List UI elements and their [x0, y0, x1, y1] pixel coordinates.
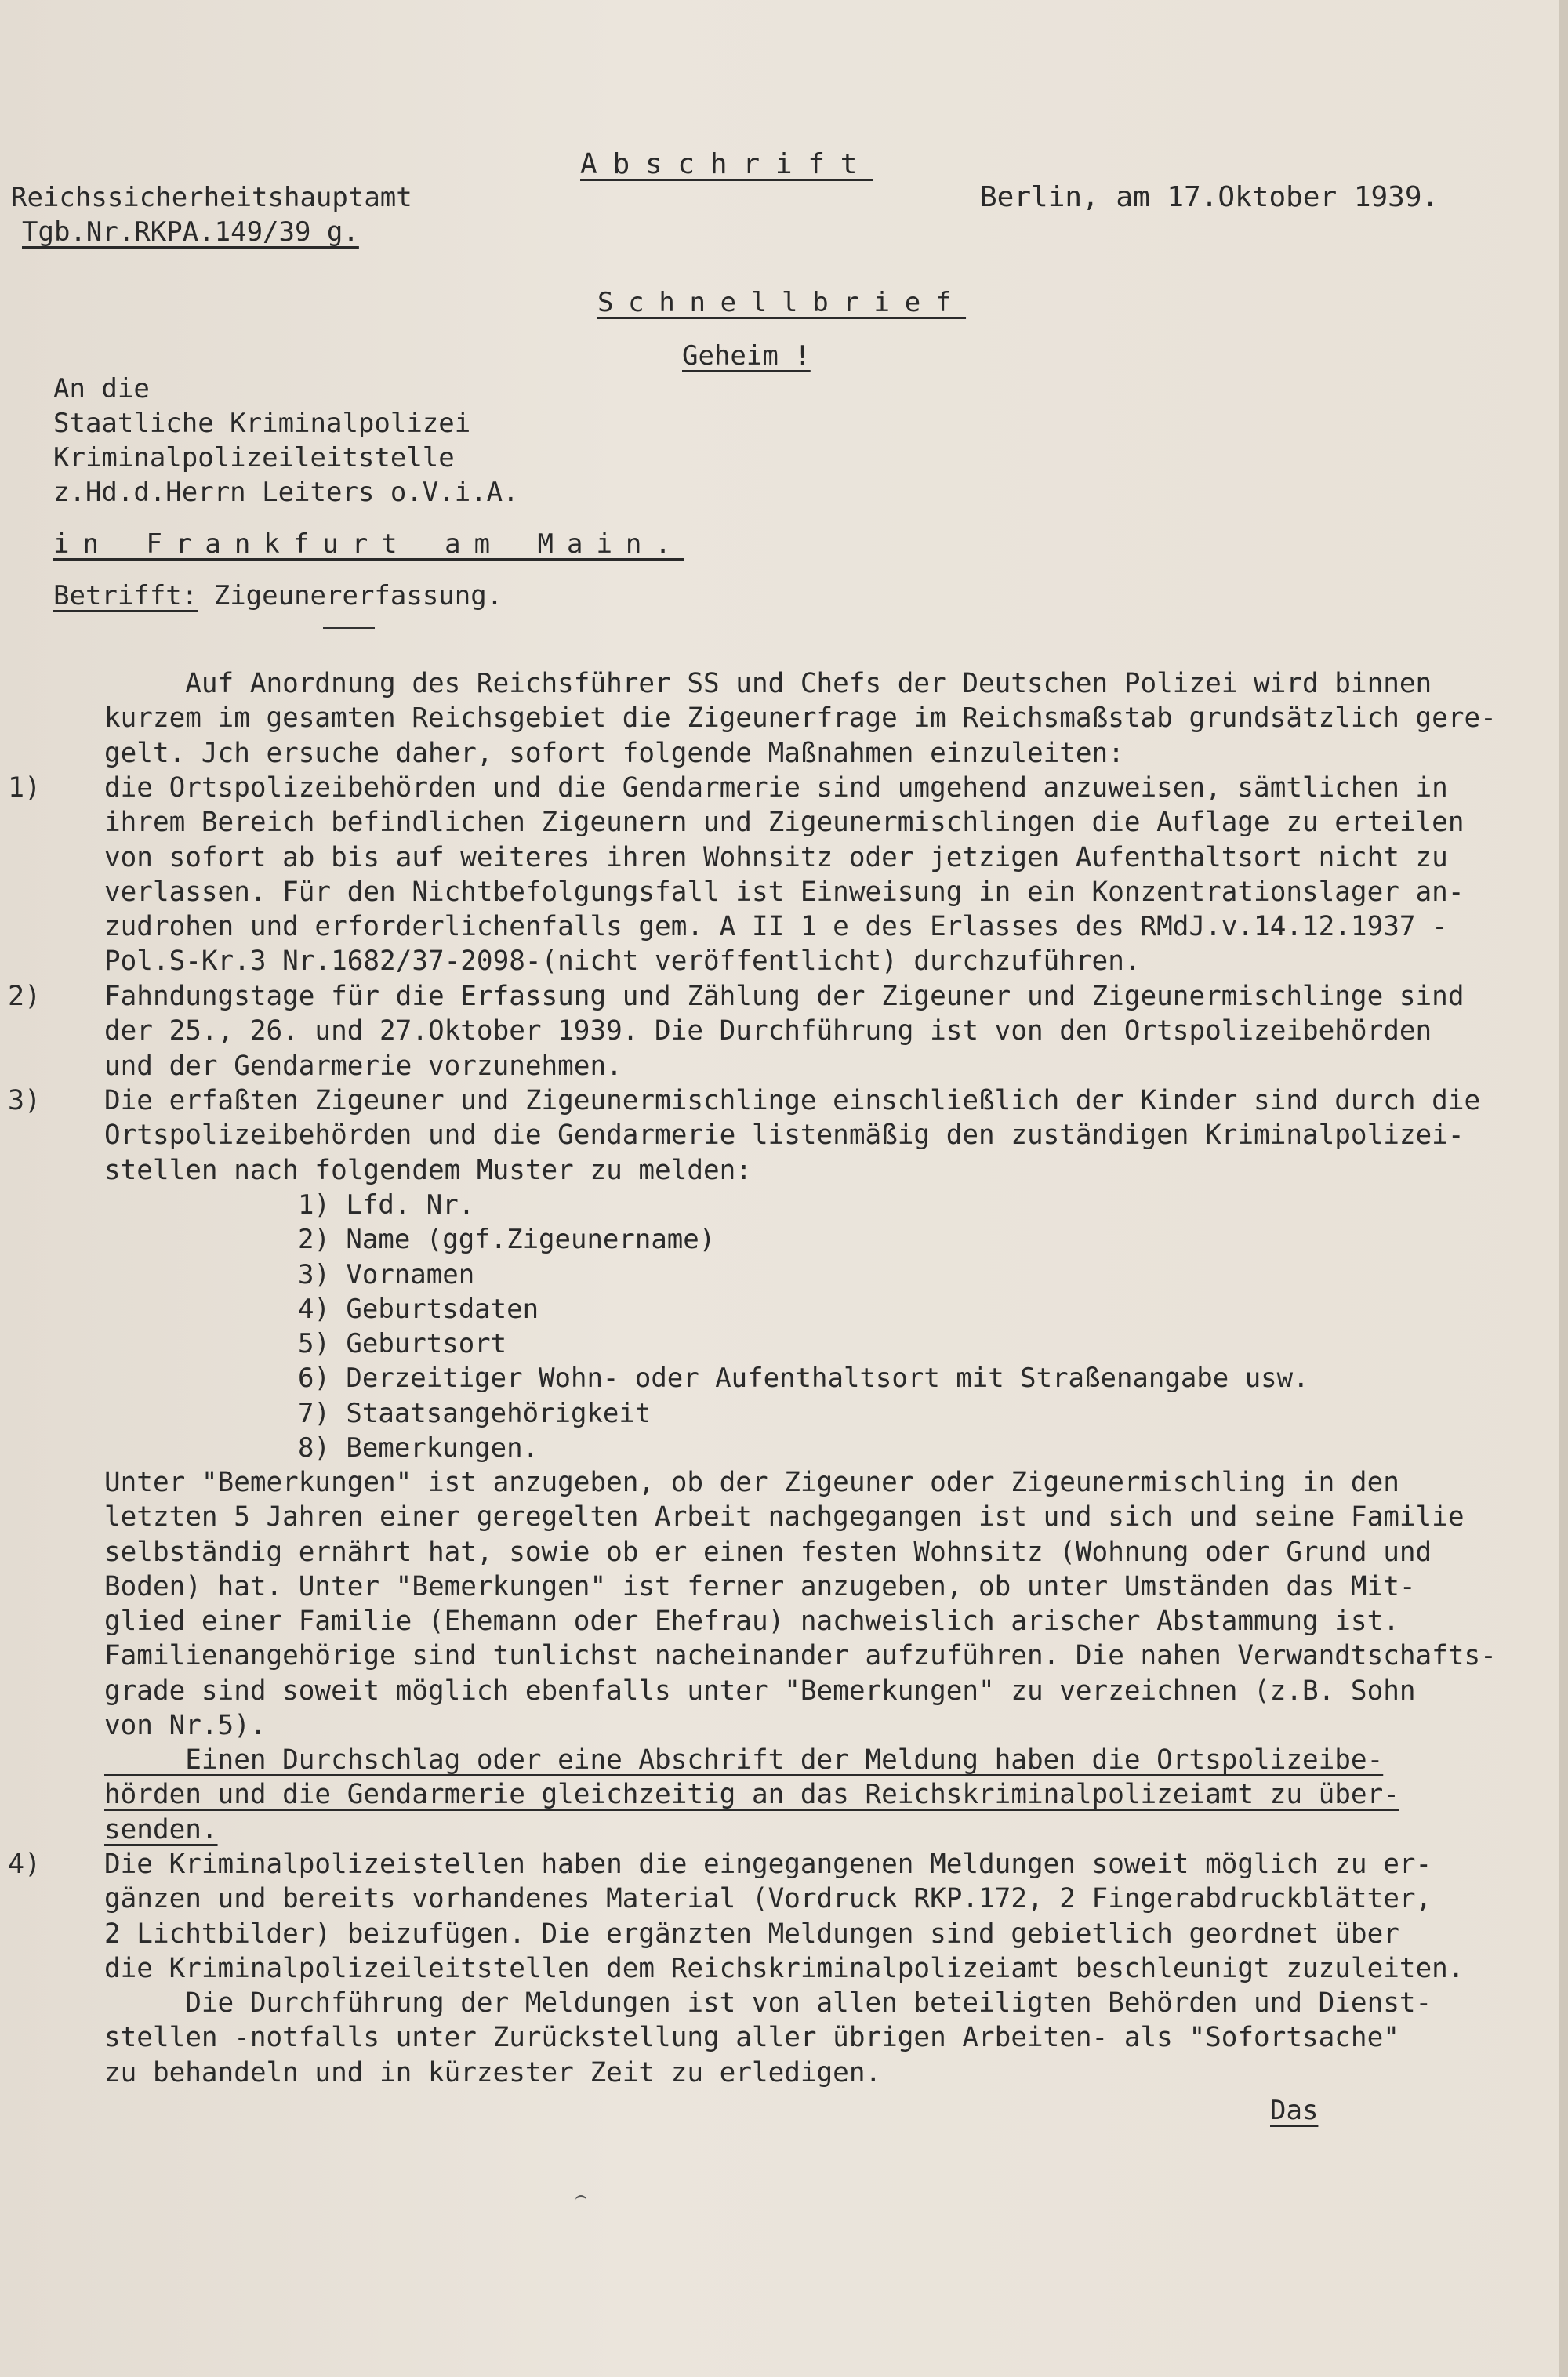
item-1-text: [104, 771, 1464, 979]
field-item: 8) Bemerkungen.: [298, 1432, 539, 1464]
field-item: 4) Geburtsdaten: [298, 1293, 539, 1325]
field-item: 1) Lfd. Nr.: [298, 1189, 475, 1221]
item-2-line: Fahndungstage für die Erfassung und Zählung der Zigeuner und Zigeunermischlinge sind: [104, 981, 1465, 1012]
classification: Geheim !: [682, 340, 811, 372]
item-3-line: Ortspolizeibehörden und die Gendarmerie listenmäßig den zuständigen Kriminalpolizei-: [104, 1120, 1465, 1152]
recipient-line-2: Staatliche Kriminalpolizei: [53, 408, 471, 439]
copy-note-text: Einen Durchschlag oder eine Abschrift der Meldung haben die Ortspolizeibe-: [104, 1744, 1384, 1776]
item-4-line: stellen -notfalls unter Zurückstellung aller übrigen Arbeiten- als "Sofortsache": [104, 2022, 1399, 2054]
item-1-line: ihrem Bereich befindlichen Zigeunern und Zigeunermischlingen die Auflage zu erteilen: [104, 807, 1465, 839]
remarks-line: letzten 5 Jahren einer geregelten Arbeit nachgegangen ist und sich und seine Familie: [104, 1501, 1465, 1533]
item-2-text: [104, 979, 1464, 1083]
field-item: 2) Name (ggf.Zigeunername): [298, 1224, 716, 1256]
item-4-line: Die Kriminalpolizeistellen haben die eingegangenen Meldungen soweit möglich zu er-: [104, 1849, 1432, 1880]
place-date: Berlin, am 17.Oktober 1939.: [980, 181, 1439, 213]
copy-note-line: [104, 1777, 1399, 1812]
recipient-line-4: z.Hd.d.Herrn Leiters o.V.i.A.: [53, 477, 519, 508]
field-item: 7) Staatsangehörigkeit: [298, 1397, 652, 1429]
item-2-line: und der Gendarmerie vorzunehmen.: [104, 1050, 622, 1082]
item-3-line: Die erfaßten Zigeuner und Zigeunermischlinge einschließlich der Kinder sind durch die: [104, 1085, 1481, 1116]
intro-line: kurzem im gesamten Reichsgebiet die Zigeunerfrage im Reichsmaßstab grundsätzlich gere-: [104, 702, 1497, 735]
item-4-text: [104, 1847, 1464, 2090]
field-item: 5) Geburtsort: [298, 1328, 507, 1360]
remarks-paragraph: [104, 1465, 1497, 1743]
remarks-line: Unter "Bemerkungen" ist anzugeben, ob der Zigeuner oder Zigeunermischling in den: [104, 1467, 1399, 1498]
copy-note: [104, 1743, 1399, 1847]
subject-label: Betrifft:: [53, 580, 198, 611]
intro-line: gelt. Jch ersuche daher, sofort folgende Maßnahmen einzuleiten:: [104, 737, 1124, 769]
item-4-line: die Kriminalpolizeileitstellen dem Reichskriminalpolizeiamt beschleunigt zuzuleiten.: [104, 1952, 1465, 1984]
item-4-number: 4): [8, 1849, 42, 1880]
remarks-line: grade sind soweit möglich ebenfalls unter "Bemerkungen" zu verzeichnen (z.B. Sohn: [104, 1675, 1416, 1707]
item-1-line: Pol.S-Kr.3 Nr.1682/37-2098-(nicht veröffentlicht) durchzuführen.: [104, 945, 1141, 978]
intro-line: Auf Anordnung des Reichsführer SS und Chefs der Deutschen Polizei wird binnen: [104, 668, 1432, 699]
catchword: Das: [1270, 2095, 1319, 2126]
remarks-line: selbständig ernährt hat, sowie ob er einen festen Wohnsitz (Wohnung oder Grund und: [104, 1536, 1432, 1568]
paper-edge: [1559, 0, 1568, 2377]
remarks-line: von Nr.5).: [104, 1710, 267, 1742]
field-item: 6) Derzeitiger Wohn- oder Aufenthaltsort mit Straßenangabe usw.: [298, 1363, 1309, 1395]
item-4-line: Die Durchführung der Meldungen ist von allen beteiligten Behörden und Dienst-: [104, 1987, 1432, 2020]
item-1-line: verlassen. Für den Nichtbefolgungsfall ist Einweisung in ein Konzentrationslager an-: [104, 876, 1465, 908]
copy-note-text: hörden und die Gendarmerie gleichzeitig an das Reichskriminalpolizeiamt zu über-: [104, 1779, 1399, 1811]
document-title: Abschrift: [580, 148, 873, 180]
recipient-line-1: An die: [53, 373, 150, 405]
page-mark: [575, 2195, 586, 2205]
item-3-text: [104, 1083, 1480, 1188]
item-1-line: die Ortspolizeibehörden und die Gendarmerie sind umgehend anzuweisen, sämtlichen in: [104, 772, 1448, 804]
issuing-office: Reichssicherheitshauptamt: [11, 182, 412, 213]
item-4-line: gänzen und bereits vorhandenes Material (Vordruck RKP.172, 2 Fingerabdruckblätter,: [104, 1883, 1432, 1915]
item-2-line: der 25., 26. und 27.Oktober 1939. Die Durchführung ist von den Ortspolizeibehörden: [104, 1015, 1432, 1047]
item-2-number: 2): [8, 981, 42, 1012]
field-list: [298, 1188, 1309, 1465]
recipient-line-3: Kriminalpolizeileitstelle: [53, 442, 455, 474]
item-4-line: 2 Lichtbilder) beizufügen. Die ergänzten Meldungen sind gebietlich geordnet über: [104, 1918, 1399, 1950]
subject-line: [53, 579, 503, 613]
remarks-line: Familienangehörige sind tunlichst nacheinander aufzuführen. Die nahen Verwandtschafts-: [104, 1640, 1497, 1672]
item-3-line: stellen nach folgendem Muster zu melden:: [104, 1154, 752, 1186]
intro-paragraph: [104, 666, 1497, 771]
recipient-city-text: in Frankfurt am Main.: [53, 528, 684, 560]
copy-note-line: [104, 1743, 1399, 1777]
item-1-number: 1): [8, 772, 42, 804]
reference-number: Tgb.Nr.RKPA.149/39 g.: [22, 216, 359, 248]
remarks-line: Boden) hat. Unter "Bemerkungen" ist ferner anzugeben, ob unter Umständen das Mit-: [104, 1570, 1416, 1602]
remarks-line: glied einer Familie (Ehemann oder Ehefrau) nachweislich arischer Abstammung ist.: [104, 1606, 1399, 1638]
item-1-line: zudrohen und erforderlichenfalls gem. A II 1 e des Erlasses des RMdJ.v.14.12.1937 -: [104, 911, 1448, 943]
copy-note-line: [104, 1813, 1399, 1847]
item-4-line: zu behandeln und in kürzester Zeit zu erledigen.: [104, 2056, 882, 2088]
copy-note-text: senden.: [104, 1813, 218, 1845]
item-3-number: 3): [8, 1085, 42, 1116]
recipient-city: [53, 527, 684, 561]
item-1-line: von sofort ab bis auf weiteres ihren Wohnsitz oder jetzigen Aufenthaltsort nicht zu: [104, 841, 1448, 873]
subject-divider: [323, 627, 375, 629]
subject-text: Zigeunererfassung.: [213, 580, 503, 611]
field-item: 3) Vornamen: [298, 1258, 475, 1290]
letter-type: Schnellbrief: [597, 287, 967, 318]
